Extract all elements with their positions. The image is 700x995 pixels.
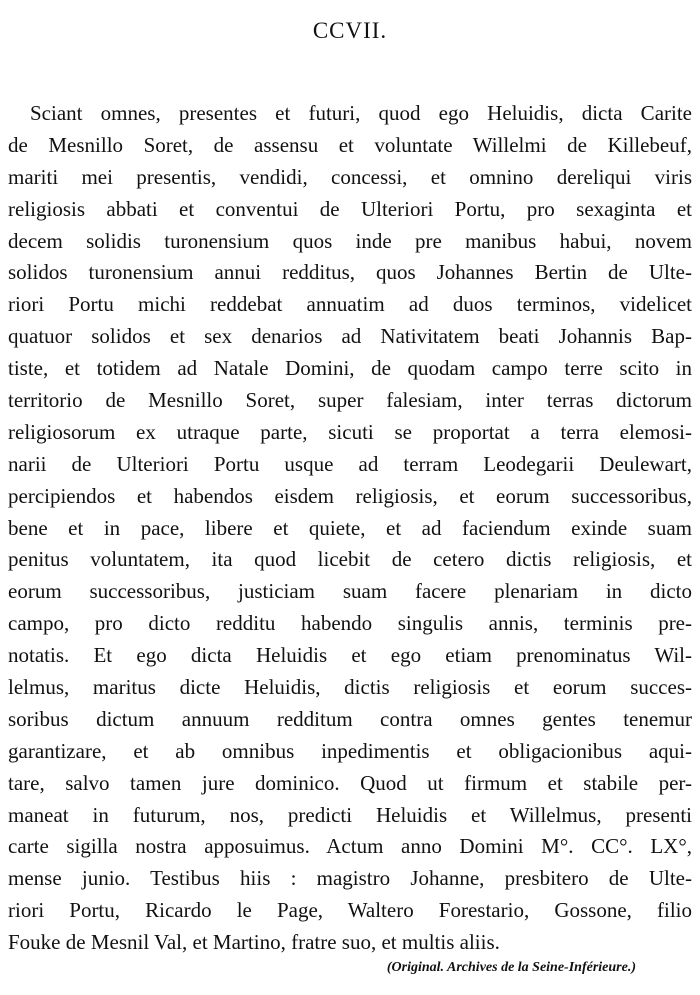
text-line: Sciant omnes, presentes et futuri, quod ego Heluidis, dicta Carite — [30, 101, 692, 125]
text-line: bene et in pace, libere et quiete, et ad faciendum exinde suam — [8, 515, 692, 540]
charter-text — [8, 98, 692, 959]
text-line: decem solidis turonensium quos inde pre manibus habui, novem — [8, 228, 692, 253]
text-line: mense junio. Testibus hiis : magistro Johanne, presbitero de Ulte- — [8, 866, 692, 891]
text-line: tiste, et totidem ad Natale Domini, de quodam campo terre scito in — [8, 356, 692, 381]
text-line: riori Portu, Ricardo le Page, Waltero Forestario, Gossone, filio — [8, 898, 692, 923]
text-line: narii de Ulteriori Portu usque ad terram Leodegarii Deulewart, — [8, 451, 692, 476]
text-line: quatuor solidos et sex denarios ad Nativitatem beati Johannis Bap- — [8, 324, 692, 349]
text-line: territorio de Mesnillo Soret, super falesiam, inter terras dictorum — [8, 388, 692, 413]
text-line: tare, salvo tamen jure dominico. Quod ut firmum et stabile per- — [8, 770, 692, 795]
text-line: penitus voluntatem, ita quod licebit de cetero dictis religiosis, et — [8, 547, 692, 572]
text-line: religiosorum ex utraque parte, sicuti se proportat a terra elemosi- — [8, 419, 692, 444]
text-line: religiosis abbati et conventui de Ulteriori Portu, pro sexaginta et — [8, 196, 692, 221]
text-line: mariti mei presentis, vendidi, concessi, et omnino dereliqui viris — [8, 164, 692, 189]
text-line: Fouke de Mesnil Val, et Martino, fratre suo, et multis aliis. — [8, 930, 500, 955]
text-line: maneat in futurum, nos, predicti Heluidis et Willelmus, presenti — [8, 802, 692, 827]
charter-number-heading: CCVII. — [312, 18, 388, 43]
text-line: solidos turonensium annui redditus, quos Johannes Bertin de Ulte- — [8, 260, 692, 285]
text-line: de Mesnillo Soret, de assensu et voluntate Willelmi de Killebeuf, — [8, 132, 692, 157]
text-line: campo, pro dicto redditu habendo singulis annis, terminis pre- — [8, 611, 692, 636]
text-line: carte sigilla nostra apposuimus. Actum anno Domini M°. CC°. LX°, — [8, 834, 692, 859]
text-line: riori Portu michi reddebat annuatim ad duos terminos, videlicet — [8, 292, 692, 317]
text-line: percipiendos et habendos eisdem religiosis, et eorum successoribus, — [8, 483, 692, 508]
text-line: lelmus, maritus dicte Heluidis, dictis religiosis et eorum succes- — [8, 675, 692, 700]
text-line: notatis. Et ego dicta Heluidis et ego etiam prenominatus Wil- — [8, 643, 692, 668]
text-line: eorum successoribus, justiciam suam facere plenariam in dicto — [8, 579, 692, 604]
text-line: soribus dictum annuum redditum contra omnes gentes tenemur — [8, 706, 692, 731]
text-line: garantizare, et ab omnibus inpedimentis et obligacionibus aqui- — [8, 738, 692, 763]
source-citation: (Original. Archives de la Seine-Inférieure.) — [386, 960, 636, 975]
